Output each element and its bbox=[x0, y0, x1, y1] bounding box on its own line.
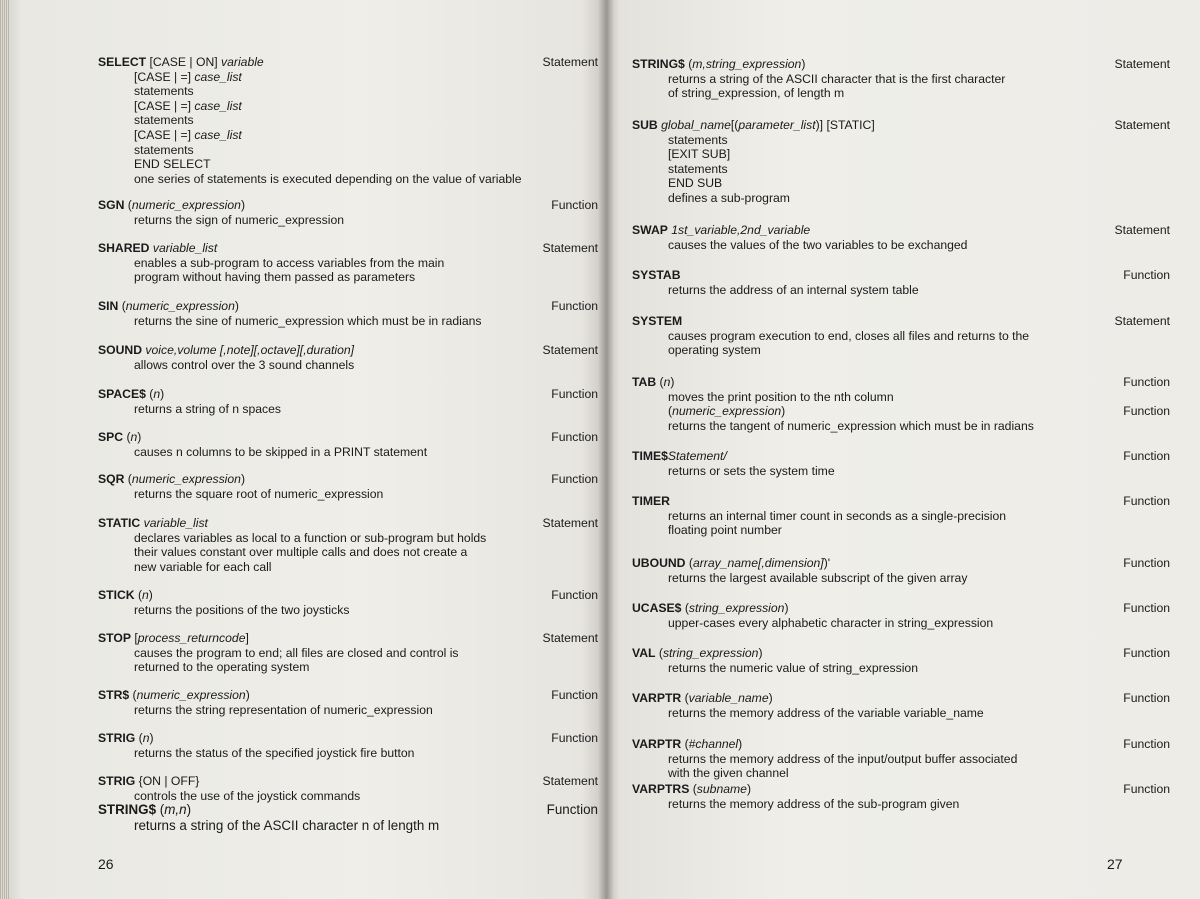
entry-type: Statement bbox=[542, 516, 598, 530]
entry-type: Function bbox=[551, 430, 598, 444]
description-line: one series of statements is executed depending on the value of variable bbox=[134, 171, 522, 186]
entry-type: Function bbox=[551, 299, 598, 313]
description-line: their values constant over multiple calls and does not create a bbox=[134, 545, 468, 560]
description-line: causes the program to end; all files are closed and control is bbox=[134, 645, 459, 660]
entry-type: Function bbox=[551, 472, 598, 486]
entry-sub bbox=[632, 118, 1170, 206]
entry-type: Function bbox=[1123, 556, 1170, 570]
entry-heading: SWAP 1st_variable,2nd_variable bbox=[632, 223, 811, 237]
entry-heading: SHARED variable_list bbox=[98, 241, 218, 255]
entry-type: Function bbox=[551, 588, 598, 602]
description-line: returns the numeric value of string_expression bbox=[668, 660, 918, 675]
entry-type: Statement bbox=[1114, 57, 1170, 71]
entry-heading: SGN (numeric_expression) bbox=[98, 198, 246, 212]
entry-type: Function bbox=[551, 731, 598, 745]
page-number: 26 bbox=[98, 856, 114, 872]
entry-type: Statement bbox=[1114, 223, 1170, 237]
description-line: enables a sub-program to access variables from the main bbox=[134, 255, 445, 270]
description-line: operating system bbox=[668, 343, 761, 358]
description-line: returns the memory address of the variable variable_name bbox=[668, 705, 984, 720]
right-page bbox=[606, 0, 1200, 899]
description-line: returns the status of the specified joystick fire button bbox=[134, 745, 415, 760]
description-line: of string_expression, of length m bbox=[668, 86, 845, 101]
book-gutter bbox=[598, 0, 614, 899]
entry-type: Function bbox=[551, 198, 598, 212]
entry-strig-on-off bbox=[98, 774, 598, 803]
entry-heading: VAL (string_expression) bbox=[632, 646, 763, 660]
entry-timer bbox=[632, 494, 1170, 538]
entry-heading: SOUND voice,volume [,note][,octave][,duration] bbox=[98, 343, 355, 357]
description-line: END SUB bbox=[668, 176, 723, 191]
entry-heading: STRING$ (m,n) bbox=[98, 802, 192, 817]
description-line: returns the address of an internal system table bbox=[668, 282, 919, 297]
entry-heading: STATIC variable_list bbox=[98, 516, 208, 530]
description-line: causes n columns to be skipped in a PRINT statement bbox=[134, 444, 428, 459]
description-line: [CASE | =] case_list bbox=[134, 98, 242, 113]
entry-stick bbox=[98, 588, 598, 617]
entry-type: Statement bbox=[1114, 118, 1170, 132]
description-line: causes the values of the two variables to be exchanged bbox=[668, 237, 968, 252]
entry-type: Statement bbox=[542, 55, 598, 69]
description-line: allows control over the 3 sound channels bbox=[134, 357, 355, 372]
entry-sqr bbox=[98, 472, 598, 501]
entry-heading: SYSTEM bbox=[632, 314, 683, 328]
description-line: returns or sets the system time bbox=[668, 463, 835, 478]
description-line: END SELECT bbox=[134, 157, 211, 172]
description-line: returns the sine of numeric_expression which must be in radians bbox=[134, 313, 482, 328]
entry-heading: STOP [process_returncode] bbox=[98, 631, 249, 645]
entry-heading: STRIG (n) bbox=[98, 731, 154, 745]
description-line: [CASE | =] case_list bbox=[134, 127, 242, 142]
entry-type: Function bbox=[546, 802, 598, 817]
entry-heading: SPACE$ (n) bbox=[98, 387, 165, 401]
description-line: statements bbox=[668, 132, 728, 147]
entry-ucase bbox=[632, 601, 1170, 630]
entry-type: Function bbox=[1123, 494, 1170, 508]
description-line: returns the square root of numeric_expression bbox=[134, 486, 384, 501]
entry-string-mn bbox=[98, 802, 598, 834]
entry-heading: UCASE$ (string_expression) bbox=[632, 601, 789, 615]
entry-type: Statement bbox=[1114, 314, 1170, 328]
entry-systab bbox=[632, 268, 1170, 297]
entry-heading: VARPTR (variable_name) bbox=[632, 691, 773, 705]
entry-type: Function bbox=[1123, 646, 1170, 660]
entry-ubound bbox=[632, 556, 1170, 585]
entry-space bbox=[98, 387, 598, 416]
description-line: program without having them passed as parameters bbox=[134, 270, 416, 285]
description-line: returns the memory address of the sub-program given bbox=[668, 796, 960, 811]
entry-sin bbox=[98, 299, 598, 328]
entry-heading: SQR (numeric_expression) bbox=[98, 472, 246, 486]
description-line: returns a string of the ASCII character n of length m bbox=[134, 818, 440, 833]
entry-heading: STRIG {ON | OFF} bbox=[98, 774, 200, 788]
keyword: SELECT bbox=[98, 55, 147, 69]
description-line: returns the largest available subscript of the given array bbox=[668, 570, 968, 585]
description-line: (numeric_expression) Function bbox=[668, 404, 1170, 419]
description-line: returns the positions of the two joysticks bbox=[134, 602, 350, 617]
entry-swap bbox=[632, 223, 1170, 252]
entry-str bbox=[98, 688, 598, 717]
entry-type: Function bbox=[1123, 449, 1170, 463]
description-line: [EXIT SUB] bbox=[668, 147, 731, 162]
description-line: returns a string of the ASCII character that is the first character bbox=[668, 71, 1006, 86]
description-line: causes program execution to end, closes all files and returns to the bbox=[668, 328, 1030, 343]
description-line: new variable for each call bbox=[134, 559, 272, 574]
entry-sgn bbox=[98, 198, 598, 227]
entry-type: Function bbox=[1123, 375, 1170, 389]
entry-static bbox=[98, 516, 598, 574]
description-line: returns an internal timer count in seconds as a single-precision bbox=[668, 508, 1007, 523]
entry-varptr-channel bbox=[632, 737, 1170, 781]
entry-heading: STRING$ (m,string_expression) bbox=[632, 57, 806, 71]
entry-type: Function bbox=[1123, 268, 1170, 282]
description-line: returns a string of n spaces bbox=[134, 401, 281, 416]
entry-heading: TAB (n) bbox=[632, 375, 675, 389]
entry-heading: VARPTRS (subname) bbox=[632, 782, 751, 796]
entry-type: Function bbox=[1123, 601, 1170, 615]
entry-type: Statement bbox=[542, 241, 598, 255]
entry-heading: UBOUND (array_name[,dimension])' bbox=[632, 556, 831, 570]
description-line: statements bbox=[668, 161, 728, 176]
entry-type: Statement bbox=[542, 343, 598, 357]
entry-type: Function bbox=[551, 688, 598, 702]
entry-shared bbox=[98, 241, 598, 285]
entry-heading: STR$ (numeric_expression) bbox=[98, 688, 250, 702]
entry-heading bbox=[98, 55, 598, 70]
entry-type: Function bbox=[551, 387, 598, 401]
entry-sound bbox=[98, 343, 598, 372]
entry-stop bbox=[98, 631, 598, 675]
entry-varptr-var bbox=[632, 691, 1170, 720]
entry-spc bbox=[98, 430, 598, 459]
description-line: with the given channel bbox=[668, 766, 789, 781]
description-line: statements bbox=[134, 142, 194, 157]
description-line: controls the use of the joystick commands bbox=[134, 788, 361, 803]
entry-heading: SIN (numeric_expression) bbox=[98, 299, 239, 313]
page-edge-stack bbox=[0, 0, 10, 899]
entry-tab bbox=[632, 375, 1170, 433]
description-line: returns the tangent of numeric_expression which must be in radians bbox=[668, 418, 1034, 433]
entry-heading: SYSTAB bbox=[632, 268, 681, 282]
description-line: returned to the operating system bbox=[134, 660, 310, 675]
entry-type: Function bbox=[1123, 737, 1170, 751]
entry-type: Function bbox=[1123, 404, 1170, 419]
description-line: statements bbox=[134, 113, 194, 128]
entry-heading: STICK (n) bbox=[98, 588, 153, 602]
entry-heading: VARPTR (#channel) bbox=[632, 737, 743, 751]
entry-heading: SUB global_name[(parameter_list)] [STATIC] bbox=[632, 118, 875, 132]
page-number: 27 bbox=[1107, 856, 1123, 872]
entry-type: Statement bbox=[542, 631, 598, 645]
description-line: returns the sign of numeric_expression bbox=[134, 212, 345, 227]
description-line: floating point number bbox=[668, 523, 782, 538]
description-line: upper-cases every alphabetic character in string_expression bbox=[668, 615, 994, 630]
description-line: returns the string representation of numeric_expression bbox=[134, 702, 433, 717]
entry-system bbox=[632, 314, 1170, 358]
description-line: [CASE | =] case_list bbox=[134, 69, 242, 84]
entry-heading: TIMER bbox=[632, 494, 670, 508]
entry-type: Function bbox=[1123, 782, 1170, 796]
description-line: defines a sub-program bbox=[668, 190, 790, 205]
entry-time bbox=[632, 449, 1170, 478]
entry-type: Function bbox=[1123, 691, 1170, 705]
entry-select bbox=[98, 55, 598, 186]
entry-val bbox=[632, 646, 1170, 675]
entry-heading: TIME$Statement/ bbox=[632, 449, 727, 463]
description-line: returns the memory address of the input/output buffer associated bbox=[668, 751, 1018, 766]
entry-varptrs bbox=[632, 782, 1170, 811]
description-line: statements bbox=[134, 84, 194, 99]
entry-strig-n bbox=[98, 731, 598, 760]
entry-heading: SPC (n) bbox=[98, 430, 142, 444]
description-line: moves the print position to the nth column bbox=[668, 389, 894, 404]
entry-type: Statement bbox=[542, 774, 598, 788]
arguments: variable bbox=[221, 55, 264, 69]
description-line: declares variables as local to a function or sub-program but holds bbox=[134, 530, 487, 545]
entry-string-expr bbox=[632, 57, 1170, 101]
syntax: [CASE | ON] bbox=[146, 55, 222, 69]
